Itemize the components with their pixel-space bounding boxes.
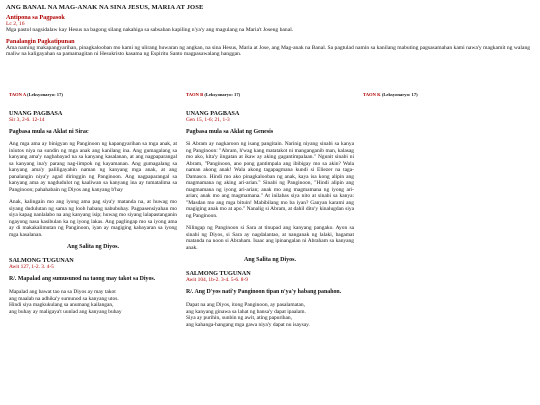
- antiphon-heading: Antipona sa Pagpasok: [6, 14, 65, 21]
- reading-paragraph: Ang mga ama ay binigyan ng Panginoon ng kapangyarihan sa mga anak, at iniutos niya na sundin ng mga anak ang kanilang ina. Ang gumagalang sa kanyang ama'y nagbabayad na sa kanyang kasalanan, at ang nagpaparangal sa kanyang ina'y parang nag-iimpok ng kayamanan. Ang gumagalang sa kanyang ama'y paliligayahin naman ng kanyang mga anak, at ang panalangin niya'y agad diringgin ng Panginoon. Ang nagpaparangal sa kanyang ama ay nagdudulot ng kaaliwan sa kanyang ina ay tumatalima sa Panginoon; pahahabain ng Diyos ang kanyang b'hay: [9, 141, 177, 193]
- psalm-verse: Dapat na ang Diyos, itong Panginoon, ay pasalamatan,: [186, 302, 305, 309]
- year-label: TAON K: [363, 92, 381, 97]
- column-header: [183, 90, 357, 100]
- reading-reference: Gen 15, 1-6; 21, 1-3: [186, 117, 230, 123]
- reading-paragraph: Si Abram ay nagkaroon ng isang pangitain. Narinig niyang sinabi sa kanya ng Panginoon: "Abram, h'wag kang matatakot ni manganganib man, kalasag mo ako, kita'y iingatan at ikaw ay aking gagantimpalaan." Ngunit sinabi ni Abram, "Panginoon, ano pong gantimpala ang ibibigay mo sa akin? Wala naman akong anak! Wala akong tagapagmana kundi si Eliezer na taga-Damasco. Hindi mo ako pinagkalooban ng anak, kaya isa kong alipin ang magmamana ng aking ari-arian." Sinabi ng Panginoon, "Hindi alipin ang magmamana ng iyong ari-arian; anak mo ang magmamana ng iyong ari-arian; anak mo ang magmamana." At inilabas siya nito at sinabi sa kanya: "Masdan mo ang mga bituin! Mabibilang mo ba iyan? Ganyan karami ang magiging anak mo at apo." Nanalig si Abram, at dahil dito'y kinalugdan siya ng Panginoon.: [186, 141, 354, 219]
- lectionary-number: (Leksyonaryo: 17): [27, 92, 63, 97]
- reading-paragraph: Anak, kalingain mo ang iyong ama pag siya'y matanda na, at huwag mo siyang dudulutan ng sama ng loob habang nabubuhay. Pagpasensiyahan mo siya kapag nanlalabo na ang kanyang isip; huwag mo siyang lalapastanganin ngayong nasa kasibulan ka ng iyong lakas. Ang paglingap mo sa iyong ama ay di makakalimutan ng Panginoon, iyan ay magiging kabayaran sa iyong mga kasalanan.: [9, 199, 177, 238]
- psalm-verse: Mapalad ang bawat tao na sa Diyos ay may takot: [9, 289, 116, 296]
- reading-title: Pagbasa mula sa Aklat ng Genesis: [186, 129, 274, 136]
- acclamation: Ang Salita ng Diyos.: [66, 244, 119, 251]
- column-header: [6, 90, 180, 100]
- collect-text: Ama naming makapangyarihan, pinagkalooban mo kami ng ulirang huwaran ng angkan, na sina Hesus, Maria at Jose, ang Mag-anak na Banal. Sa pagtulad namin sa kanilang mabuting pagsasamahan kami nawa'y magkamit ng walang maliw na kaligayahan sa pamamagitan ni Hesukristo kasama ng Espiritu Santo magpasawalang hanggan.: [6, 44, 531, 58]
- reading-label: UNANG PAGBASA: [9, 110, 63, 117]
- column-year-b: [183, 90, 357, 328]
- psalm-response: R/. Ang D'yos nati'y Panginoon tipan n'ya'y habang panahon.: [186, 289, 342, 296]
- psalm-verse: ang kanyang ginawa sa lahat ng bansa'y dapat ipaalam.: [186, 308, 306, 315]
- column-year-a: [6, 90, 180, 328]
- psalm-verse: Hindi siya magkukulang sa anumang kailangan,: [9, 302, 114, 309]
- year-label: TAON B: [186, 92, 204, 97]
- psalm-label: SALMONG TUGUNAN: [186, 270, 251, 278]
- psalm-reference: Awit 104, 1b-2. 3-4. 5-6. 8-9: [186, 277, 248, 284]
- psalm-verse: ang buhay ay maligaya't uunlad ang kanyang buhay: [9, 308, 122, 315]
- reading-title: Pagbasa mula sa Aklat ni Sirac: [9, 129, 89, 136]
- psalm-verse: Siya ay purihin, sunbin ng awit, ating papurihan,: [186, 315, 293, 322]
- psalm-verse: ang maalab na adhika'y sumunod sa kanyang utos.: [9, 295, 119, 302]
- readings-columns: [6, 90, 534, 328]
- psalm-reference: Awit 127, 1-2. 3. 4-5: [9, 264, 54, 271]
- year-label: TAON A: [9, 92, 26, 97]
- antiphon-reference: Lc 2, 16: [6, 21, 25, 27]
- lectionary-number: (Leksyonaryo: 17): [204, 92, 241, 97]
- collect-heading: Panalangin Pagkatipunan: [6, 37, 75, 45]
- reading-label: UNANG PAGBASA: [186, 110, 240, 117]
- column-year-c: [360, 90, 534, 328]
- reading-paragraph: Nilingap ng Panginoon si Sara at tinupad ang kanyang pangako. Ayon sa sinabi ng Diyos, si Sara ay nagdalantao, at nanganak ng lalaki, bagamat matanda na noon si Abraham. Isaac ang ipinangalan ni Abraham sa kanyang anak.: [186, 225, 354, 251]
- column-body: [6, 100, 180, 315]
- page-header: [6, 4, 534, 58]
- reading-reference: Sir 3, 2-6. 12-14: [9, 117, 45, 123]
- psalm-verse: ang kahanga-hangang mga gawa niya'y dapat nu isaysay.: [186, 321, 310, 328]
- column-header: [360, 90, 534, 100]
- page-title: ANG BANAL NA MAG-ANAK NA SINA JESUS, MARIA AT JOSE: [6, 4, 204, 11]
- psalm-label: SALMONG TUGUNAN: [9, 257, 74, 265]
- lectionary-number: (Leksyonaryo: 17): [381, 92, 418, 97]
- column-body: [183, 100, 357, 328]
- antiphon-text: Mga pastol nagsidalaw kay Hesus na bagong silang nakahiga sa sabsaban kapiling n'ya'y ang magulang na Maria't Joseng banal.: [6, 27, 294, 34]
- psalm-response: R/. Mapalad ang sumusunod na taong may takot sa Diyos.: [9, 276, 156, 283]
- acclamation: Ang Salita ng Diyos.: [243, 257, 296, 264]
